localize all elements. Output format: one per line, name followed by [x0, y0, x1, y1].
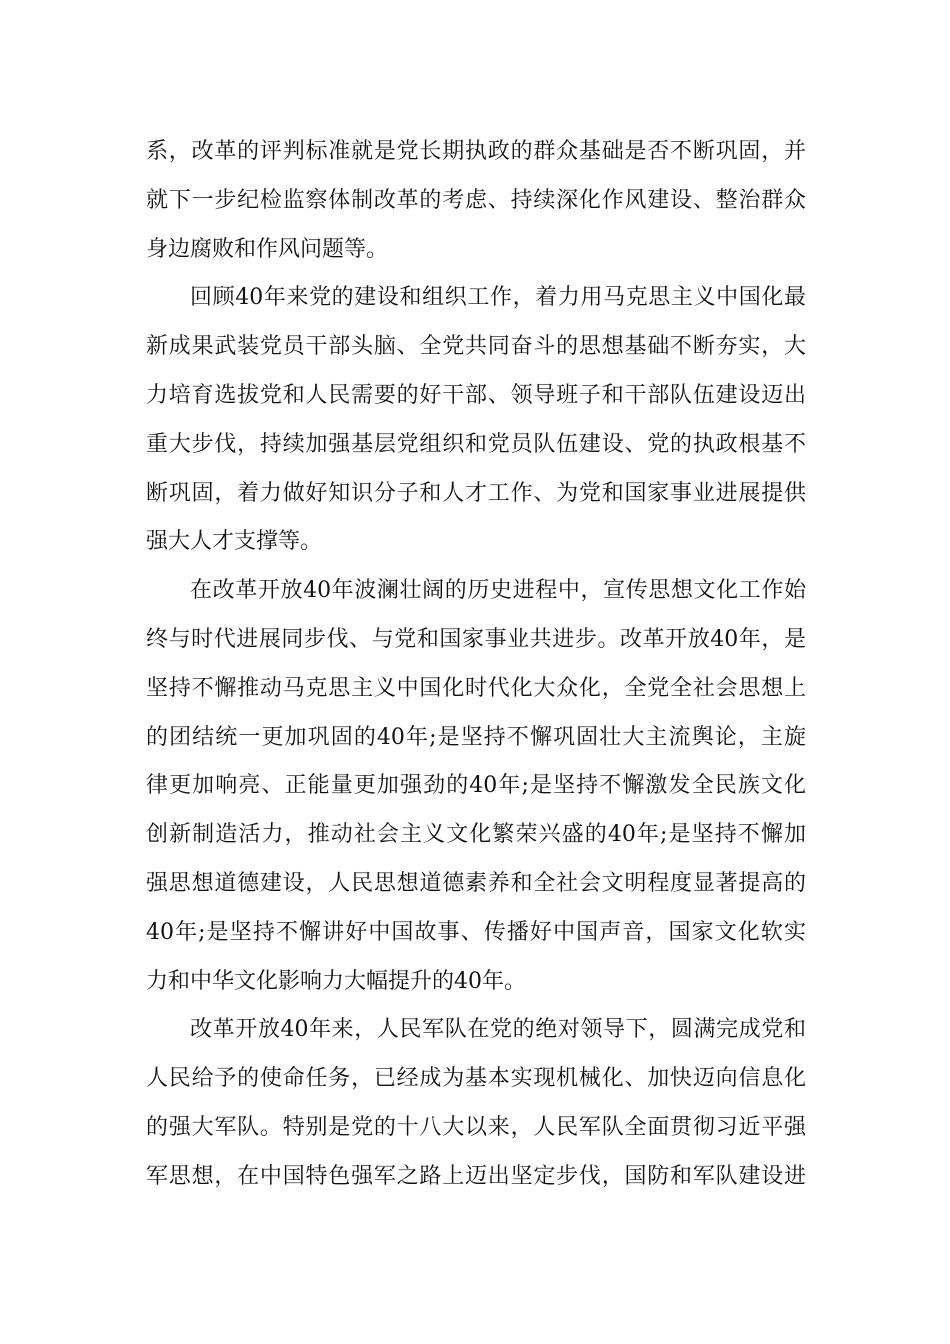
text-line: 强思想道德建设，人民思想道德素养和全社会文明程度显著提高的: [146, 870, 806, 896]
text-line: 就下一步纪检监察体制改革的考虑、持续深化作风建设、整治群众: [146, 187, 806, 213]
text-line: 的团结统一更加巩固的40年;是坚持不懈巩固壮大主流舆论，主旋: [146, 724, 806, 750]
text-line: 身边腐败和作风问题等。: [146, 236, 389, 262]
text-line: 坚持不懈推动马克思主义中国化时代化大众化，全党全社会思想上: [146, 675, 806, 701]
text-line: 军思想，在中国特色强军之路上迈出坚定步伐，国防和军队建设进: [146, 1163, 806, 1189]
paragraph-2: [146, 274, 806, 567]
text-line: 回顾40年来党的建设和组织工作，着力用马克思主义中国化最: [190, 285, 806, 311]
text-line: 40年;是坚持不懈讲好中国故事、传播好中国声音，国家文化软实: [146, 919, 806, 945]
text-line: 力培育选拔党和人民需要的好干部、领导班子和干部队伍建设迈出: [146, 382, 806, 408]
text-line: 强大人才支撑等。: [146, 529, 323, 555]
text-line: 在改革开放40年波澜壮阔的历史进程中，宣传思想文化工作始: [190, 578, 806, 604]
text-line: 改革开放40年来，人民军队在党的绝对领导下，圆满完成党和: [190, 1017, 806, 1043]
text-line: 重大步伐，持续加强基层党组织和党员队伍建设、党的执政根基不: [146, 431, 806, 457]
text-line: 的强大军队。特别是党的十八大以来，人民军队全面贯彻习近平强: [146, 1114, 806, 1140]
text-line: 新成果武装党员干部头脑、全党共同奋斗的思想基础不断夯实，大: [146, 334, 806, 360]
text-line: 律更加响亮、正能量更加强劲的40年;是坚持不懈激发全民族文化: [146, 773, 806, 799]
text-line: 系，改革的评判标准就是党长期执政的群众基础是否不断巩固，并: [146, 139, 806, 164]
body-text: [146, 128, 806, 1202]
paragraph-1: [146, 128, 806, 274]
text-line: 断巩固，着力做好知识分子和人才工作、为党和国家事业进展提供: [146, 480, 806, 506]
text-line: 创新制造活力，推动社会主义文化繁荣兴盛的40年;是坚持不懈加: [146, 822, 806, 848]
text-line: 力和中华文化影响力大幅提升的40年。: [146, 968, 526, 994]
paragraph-3: [146, 567, 806, 1006]
text-line: 人民给予的使命任务，已经成为基本实现机械化、加快迈向信息化: [146, 1066, 806, 1092]
paragraph-4: [146, 1006, 806, 1201]
text-line: 终与时代进展同步伐、与党和国家事业共进步。改革开放40年，是: [146, 626, 806, 652]
